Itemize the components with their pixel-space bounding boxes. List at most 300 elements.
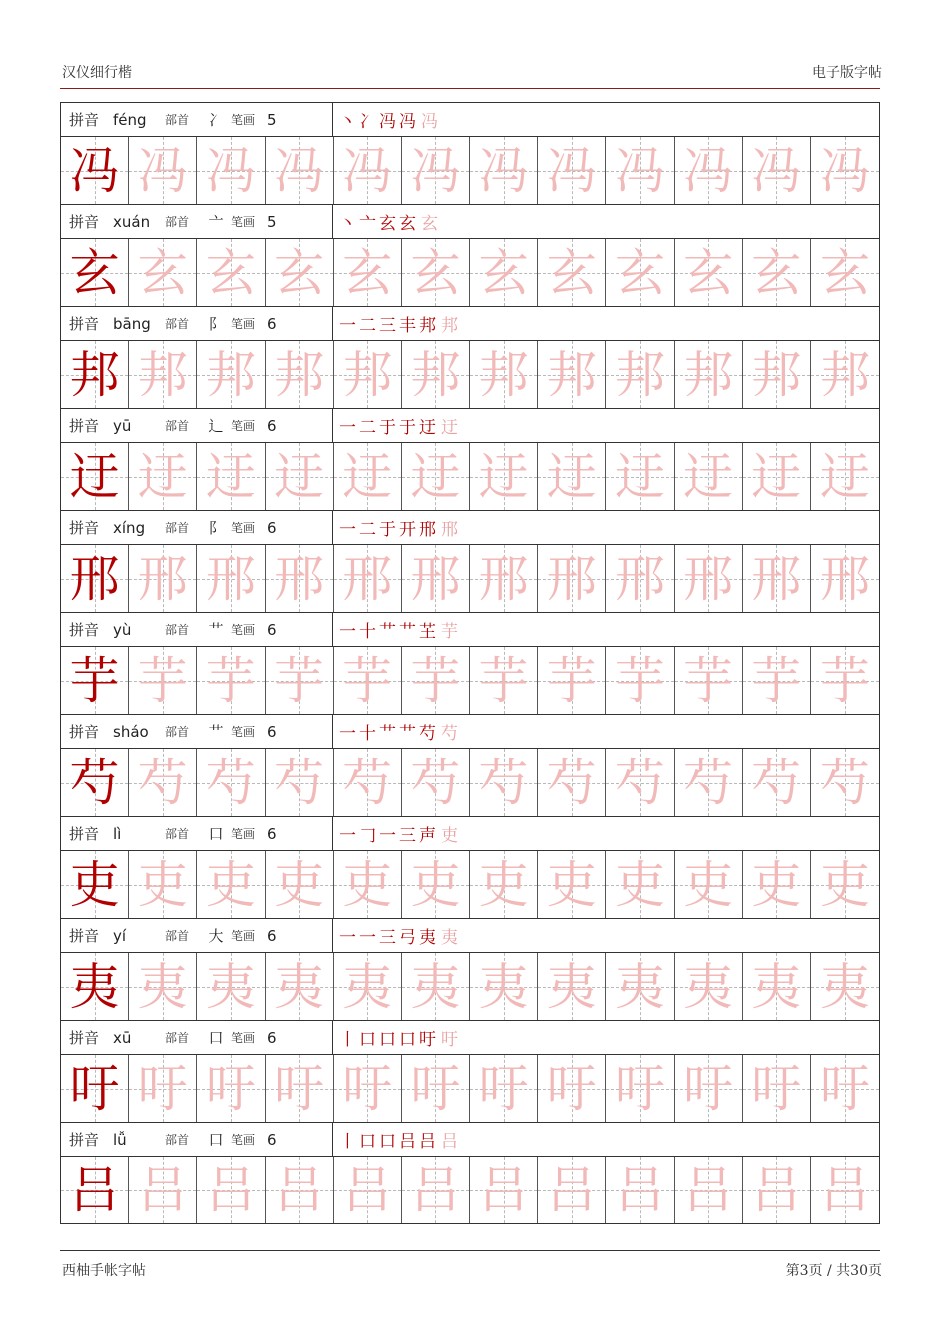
trace-character: 芋 [683,651,734,710]
stroke-final: 邦 [441,316,459,336]
trace-character-cell[interactable] [334,443,402,510]
header-title-left: 汉仪细行楷 [62,65,132,81]
trace-character-cell[interactable] [743,1157,811,1223]
trace-character-cell[interactable] [334,341,402,408]
trace-character-cell[interactable] [811,953,879,1020]
trace-character-cell[interactable] [129,749,197,816]
trace-character-cell[interactable] [402,749,470,816]
stroke-step: 冯 [379,112,397,132]
info-meta [61,1021,333,1054]
stroke-step: 玄 [379,214,397,234]
trace-character-cell[interactable] [129,239,197,306]
info-meta [61,919,333,952]
info-row [61,714,879,748]
trace-character: 玄 [683,243,734,302]
trace-character-cell[interactable] [606,545,674,612]
trace-character: 迂 [751,447,802,506]
trace-character: 夷 [410,957,461,1016]
trace-character-cell[interactable] [197,1055,265,1122]
model-character: 夷 [69,957,120,1016]
trace-character-cell[interactable] [266,137,334,204]
trace-character-cell[interactable] [402,1055,470,1122]
trace-character: 吁 [342,1059,393,1118]
pinyin-label: 拼音 [69,927,100,945]
stroke-step: 于 [379,418,397,438]
trace-character-cell[interactable] [470,953,538,1020]
trace-character-cell[interactable] [197,749,265,816]
model-character: 迂 [69,447,120,506]
trace-character: 吁 [819,1059,870,1118]
pinyin-value: sháo [113,722,149,741]
trace-character: 吁 [478,1059,529,1118]
stroke-order [333,817,879,850]
trace-character: 邦 [410,345,461,404]
footer-brand: 西柚手帐字帖 [62,1263,146,1279]
trace-character-cell[interactable] [470,137,538,204]
trace-character-cell[interactable] [129,545,197,612]
practice-grid [61,136,879,204]
trace-character-cell[interactable] [470,851,538,918]
stroke-label: 笔画 [231,317,256,331]
trace-character: 迂 [478,447,529,506]
trace-character-cell[interactable] [129,851,197,918]
pinyin-label: 拼音 [69,315,100,333]
trace-character-cell[interactable] [334,1157,402,1223]
stroke-final: 迂 [441,418,459,438]
trace-character-cell[interactable] [197,647,265,714]
stroke-step: 弓 [399,928,417,948]
trace-character: 夷 [819,957,870,1016]
trace-character-cell[interactable] [334,851,402,918]
trace-character: 芍 [478,753,529,812]
stroke-step: 冫 [359,112,377,132]
pinyin-value: yù [113,620,132,639]
info-row [61,1122,879,1156]
stroke-step: 亠 [359,214,377,234]
stroke-step: 冯 [399,112,417,132]
trace-character: 邦 [274,345,325,404]
trace-character-cell[interactable] [266,851,334,918]
trace-character-cell[interactable] [470,239,538,306]
practice-grid [61,442,879,510]
trace-character: 吏 [205,855,256,914]
trace-character-cell[interactable] [266,545,334,612]
trace-character-cell[interactable] [470,443,538,510]
trace-character-cell[interactable] [538,341,606,408]
stroke-final: 夷 [441,928,459,948]
trace-character-cell[interactable] [402,1157,470,1223]
trace-character: 吁 [274,1059,325,1118]
pinyin-value: bāng [113,314,151,333]
trace-character-cell[interactable] [266,443,334,510]
pinyin-label: 拼音 [69,213,100,231]
info-meta [61,715,333,748]
info-meta [61,409,333,442]
stroke-step: 丨 [339,1132,357,1152]
radical-value: 阝 [208,315,224,333]
trace-character: 吁 [614,1059,665,1118]
practice-grid [61,850,879,918]
trace-character-cell[interactable] [606,953,674,1020]
stroke-step: 于 [399,418,417,438]
trace-character-cell[interactable] [675,137,743,204]
trace-character-cell[interactable] [743,953,811,1020]
trace-character: 芋 [546,651,597,710]
model-character-cell [61,1055,129,1122]
trace-character-cell[interactable] [538,1157,606,1223]
trace-character: 邦 [546,345,597,404]
trace-character: 邢 [410,549,461,608]
radical-label: 部首 [165,725,190,739]
stroke-step: 艹 [379,622,397,642]
trace-character-cell[interactable] [470,1055,538,1122]
stroke-step: 二 [359,418,377,438]
trace-character-cell[interactable] [811,749,879,816]
trace-character-cell[interactable] [606,239,674,306]
trace-character-cell[interactable] [470,1157,538,1223]
trace-character-cell[interactable] [675,647,743,714]
trace-character-cell[interactable] [538,647,606,714]
trace-character: 冯 [410,141,461,200]
model-character-cell [61,341,129,408]
trace-character-cell[interactable] [129,953,197,1020]
stroke-step: 玄 [399,214,417,234]
trace-character-cell[interactable] [675,443,743,510]
trace-character-cell[interactable] [606,749,674,816]
trace-character-cell[interactable] [743,137,811,204]
trace-character: 邦 [683,345,734,404]
practice-grid [61,1156,879,1224]
trace-character-cell[interactable] [402,443,470,510]
trace-character: 夷 [205,957,256,1016]
trace-character-cell[interactable] [538,851,606,918]
trace-character-cell[interactable] [129,647,197,714]
trace-character-cell[interactable] [266,1055,334,1122]
trace-character-cell[interactable] [197,137,265,204]
trace-character-cell[interactable] [606,341,674,408]
stroke-final: 冯 [421,112,439,132]
trace-character: 吏 [751,855,802,914]
trace-character-cell[interactable] [334,953,402,1020]
stroke-order [333,1021,879,1054]
trace-character-cell[interactable] [675,1055,743,1122]
trace-character-cell[interactable] [402,953,470,1020]
trace-character-cell[interactable] [811,1055,879,1122]
model-character: 芍 [69,753,120,812]
trace-character-cell[interactable] [538,749,606,816]
trace-character-cell[interactable] [538,1055,606,1122]
stroke-step: 三 [379,928,397,948]
trace-character-cell[interactable] [197,953,265,1020]
stroke-step: 一 [339,316,357,336]
trace-character-cell[interactable] [743,647,811,714]
trace-character: 芋 [614,651,665,710]
info-row [61,918,879,952]
trace-character-cell[interactable] [470,749,538,816]
trace-character-cell[interactable] [470,647,538,714]
trace-character: 玄 [614,243,665,302]
trace-character-cell[interactable] [334,647,402,714]
trace-character-cell[interactable] [402,341,470,408]
stroke-step: 声 [419,826,437,846]
trace-character: 邢 [751,549,802,608]
trace-character-cell[interactable] [197,1157,265,1223]
trace-character: 吏 [546,855,597,914]
trace-character-cell[interactable] [606,647,674,714]
info-meta [61,613,333,646]
trace-character: 冯 [819,141,870,200]
trace-character: 玄 [819,243,870,302]
trace-character: 吏 [614,855,665,914]
trace-character-cell[interactable] [811,647,879,714]
trace-character-cell[interactable] [334,137,402,204]
trace-character: 玄 [751,243,802,302]
trace-character-cell[interactable] [402,239,470,306]
trace-character-cell[interactable] [675,341,743,408]
trace-character-cell[interactable] [606,443,674,510]
trace-character-cell[interactable] [334,239,402,306]
trace-character-cell[interactable] [675,545,743,612]
stroke-step: 一 [339,724,357,744]
trace-character-cell[interactable] [470,341,538,408]
trace-character-cell[interactable] [197,239,265,306]
stroke-label: 笔画 [231,1031,256,1045]
character-block [61,612,879,714]
stroke-step: 夷 [419,928,437,948]
model-character-cell [61,749,129,816]
stroke-step: 口 [359,1132,377,1152]
stroke-order [333,1123,879,1156]
trace-character-cell[interactable] [129,137,197,204]
stroke-final: 邢 [441,520,459,540]
trace-character: 邢 [683,549,734,608]
trace-character: 芍 [410,753,461,812]
pinyin-value: xū [113,1028,132,1047]
character-block [61,816,879,918]
trace-character: 迂 [274,447,325,506]
stroke-step: 口 [399,1030,417,1050]
stroke-label: 笔画 [231,113,256,127]
trace-character-cell[interactable] [129,1157,197,1223]
trace-character: 邦 [614,345,665,404]
trace-character: 冯 [546,141,597,200]
stroke-label: 笔画 [231,623,256,637]
radical-value: 艹 [208,621,224,639]
practice-grid [61,748,879,816]
trace-character: 邢 [819,549,870,608]
trace-character-cell[interactable] [743,443,811,510]
character-block [61,714,879,816]
trace-character-cell[interactable] [266,647,334,714]
trace-character-cell[interactable] [538,545,606,612]
trace-character: 玄 [410,243,461,302]
stroke-step: 一 [339,622,357,642]
trace-character: 吏 [478,855,529,914]
stroke-count: 6 [267,518,277,537]
trace-character-cell[interactable] [402,545,470,612]
trace-character: 吕 [751,1161,802,1219]
stroke-step: 丶 [339,214,357,234]
trace-character-cell[interactable] [129,341,197,408]
trace-character: 芋 [410,651,461,710]
pinyin-value: xuán [113,212,151,231]
trace-character-cell[interactable] [675,1157,743,1223]
trace-character-cell[interactable] [197,341,265,408]
trace-character: 夷 [683,957,734,1016]
trace-character: 迂 [342,447,393,506]
info-row [61,408,879,442]
trace-character-cell[interactable] [129,1055,197,1122]
trace-character-cell[interactable] [606,137,674,204]
stroke-count: 6 [267,722,277,741]
stroke-label: 笔画 [231,725,256,739]
stroke-step: 一 [339,520,357,540]
trace-character-cell[interactable] [266,953,334,1020]
trace-character-cell[interactable] [266,749,334,816]
trace-character: 邦 [137,345,188,404]
trace-character-cell[interactable] [811,443,879,510]
trace-character-cell[interactable] [675,953,743,1020]
model-character: 冯 [69,141,120,200]
trace-character: 邢 [546,549,597,608]
info-meta [61,307,333,340]
trace-character-cell[interactable] [811,341,879,408]
stroke-count: 6 [267,1028,277,1047]
stroke-step: 芏 [419,622,437,642]
trace-character-cell[interactable] [743,341,811,408]
stroke-order [333,613,879,646]
trace-character-cell[interactable] [606,1157,674,1223]
trace-character-cell[interactable] [538,443,606,510]
trace-character-cell[interactable] [334,545,402,612]
trace-character-cell[interactable] [811,137,879,204]
character-block [61,408,879,510]
trace-character: 冯 [614,141,665,200]
radical-value: 亠 [208,213,224,231]
pinyin-label: 拼音 [69,723,100,741]
trace-character-cell[interactable] [606,851,674,918]
stroke-step: 三 [399,826,417,846]
pinyin-label: 拼音 [69,519,100,537]
trace-character-cell[interactable] [811,1157,879,1223]
pinyin-label: 拼音 [69,621,100,639]
trace-character: 迂 [614,447,665,506]
model-character-cell [61,647,129,714]
trace-character: 夷 [137,957,188,1016]
trace-character-cell[interactable] [197,851,265,918]
trace-character-cell[interactable] [402,851,470,918]
stroke-count: 6 [267,416,277,435]
stroke-step: 艹 [399,622,417,642]
trace-character: 吕 [342,1161,393,1219]
stroke-order [333,715,879,748]
trace-character-cell[interactable] [470,545,538,612]
trace-character-cell[interactable] [675,851,743,918]
trace-character: 芍 [274,753,325,812]
trace-character: 玄 [546,243,597,302]
trace-character-cell[interactable] [743,1055,811,1122]
trace-character-cell[interactable] [402,137,470,204]
trace-character-cell[interactable] [266,1157,334,1223]
pinyin-label: 拼音 [69,417,100,435]
pinyin-label: 拼音 [69,111,100,129]
trace-character-cell[interactable] [538,239,606,306]
trace-character-cell[interactable] [334,749,402,816]
trace-character: 芋 [205,651,256,710]
stroke-final: 吏 [441,826,459,846]
trace-character: 芍 [683,753,734,812]
trace-character: 冯 [205,141,256,200]
model-character-cell [61,1157,129,1223]
info-row [61,816,879,850]
trace-character-cell[interactable] [811,545,879,612]
trace-character: 吕 [205,1161,256,1219]
trace-character-cell[interactable] [743,749,811,816]
trace-character-cell[interactable] [266,341,334,408]
trace-character: 夷 [274,957,325,1016]
info-row [61,204,879,238]
trace-character: 吁 [410,1059,461,1118]
pinyin-value: féng [113,110,147,129]
trace-character: 冯 [274,141,325,200]
trace-character-cell[interactable] [811,851,879,918]
radical-value: 冫 [208,111,224,129]
stroke-step: 口 [379,1132,397,1152]
trace-character: 冯 [478,141,529,200]
radical-label: 部首 [165,113,190,127]
trace-character: 吁 [137,1059,188,1118]
trace-character-cell[interactable] [606,1055,674,1122]
stroke-step: 邢 [419,520,437,540]
trace-character-cell[interactable] [743,239,811,306]
trace-character-cell[interactable] [538,953,606,1020]
trace-character-cell[interactable] [811,239,879,306]
character-block [61,102,879,204]
trace-character-cell[interactable] [197,545,265,612]
radical-label: 部首 [165,929,190,943]
stroke-count: 6 [267,824,277,843]
radical-label: 部首 [165,1133,190,1147]
trace-character-cell[interactable] [197,443,265,510]
trace-character-cell[interactable] [743,545,811,612]
stroke-step: 一 [359,928,377,948]
trace-character: 玄 [342,243,393,302]
stroke-step: 一 [339,418,357,438]
stroke-step: 𠃌 [359,826,377,846]
trace-character-cell[interactable] [743,851,811,918]
trace-character-cell[interactable] [334,1055,402,1122]
stroke-label: 笔画 [231,929,256,943]
pinyin-label: 拼音 [69,1029,100,1047]
character-block [61,1122,879,1224]
stroke-step: 口 [379,1030,397,1050]
trace-character-cell[interactable] [266,239,334,306]
trace-character-cell[interactable] [402,647,470,714]
stroke-label: 笔画 [231,521,256,535]
trace-character-cell[interactable] [675,749,743,816]
trace-character: 夷 [546,957,597,1016]
trace-character-cell[interactable] [675,239,743,306]
trace-character: 玄 [205,243,256,302]
stroke-step: 三 [379,316,397,336]
trace-character: 夷 [478,957,529,1016]
model-character-cell [61,545,129,612]
info-row [61,1020,879,1054]
trace-character-cell[interactable] [538,137,606,204]
stroke-step: 十 [359,724,377,744]
radical-value: 大 [208,927,224,945]
trace-character-cell[interactable] [129,443,197,510]
